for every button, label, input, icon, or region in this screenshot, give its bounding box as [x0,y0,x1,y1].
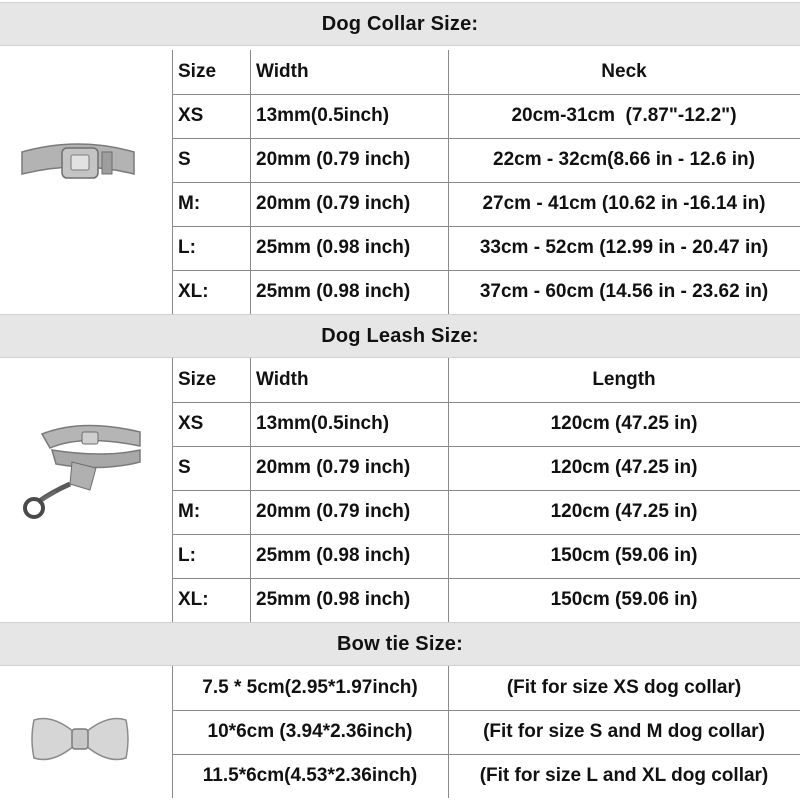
size-cell: S [178,149,191,170]
width-cell: 25mm (0.98 inch) [256,281,411,302]
header-neck: Neck [601,61,647,82]
bowtie-section-title: Bow tie Size: [0,622,800,666]
width-cell: 13mm(0.5inch) [256,105,390,126]
header-size: Size [178,369,217,390]
neck-cell: 22cm - 32cm(8.66 in - 12.6 in) [493,149,755,170]
header-length: Length [592,369,656,390]
width-cell: 20mm (0.79 inch) [256,149,411,170]
length-cell: 120cm (47.25 in) [550,457,698,478]
length-cell: 150cm (59.06 in) [550,589,698,610]
width-cell: 25mm (0.98 inch) [256,237,411,258]
width-cell: 20mm (0.79 inch) [256,457,411,478]
neck-cell: 20cm-31cm (7.87"-12.2") [511,105,737,126]
width-cell: 25mm (0.98 inch) [256,545,411,566]
size-cell: L: [178,545,196,566]
bowtie-fit-cell: (Fit for size L and XL dog collar) [479,765,769,786]
width-cell: 13mm(0.5inch) [256,413,390,434]
bowtie-fit-cell: (Fit for size S and M dog collar) [483,721,765,742]
bowtie-dimension-cell: 11.5*6cm(4.53*2.36inch) [202,765,418,786]
header-width: Width [256,61,309,82]
neck-cell: 37cm - 60cm (14.56 in - 23.62 in) [479,281,769,302]
size-cell: M: [178,193,201,214]
size-cell: L: [178,237,196,258]
header-size: Size [178,61,217,82]
header-width: Width [256,369,309,390]
neck-cell: 33cm - 52cm (12.99 in - 20.47 in) [479,237,769,258]
width-cell: 20mm (0.79 inch) [256,193,411,214]
size-cell: XS [178,105,204,126]
size-cell: XL: [178,589,209,610]
size-cell: XS [178,413,204,434]
size-cell: S [178,457,191,478]
length-cell: 150cm (59.06 in) [550,545,698,566]
width-cell: 25mm (0.98 inch) [256,589,411,610]
size-cell: M: [178,501,201,522]
size-cell: XL: [178,281,209,302]
length-cell: 120cm (47.25 in) [550,501,698,522]
collar-section-title: Dog Collar Size: [0,2,800,46]
dog-collar-icon [14,130,142,200]
bow-tie-icon [30,712,130,766]
bowtie-dimension-cell: 7.5 * 5cm(2.95*1.97inch) [202,677,418,698]
dog-leash-icon [12,410,152,530]
bowtie-dimension-cell: 10*6cm (3.94*2.36inch) [207,721,413,742]
length-cell: 120cm (47.25 in) [550,413,698,434]
width-cell: 20mm (0.79 inch) [256,501,411,522]
neck-cell: 27cm - 41cm (10.62 in -16.14 in) [482,193,766,214]
bowtie-fit-cell: (Fit for size XS dog collar) [506,677,742,698]
leash-section-title: Dog Leash Size: [0,314,800,358]
